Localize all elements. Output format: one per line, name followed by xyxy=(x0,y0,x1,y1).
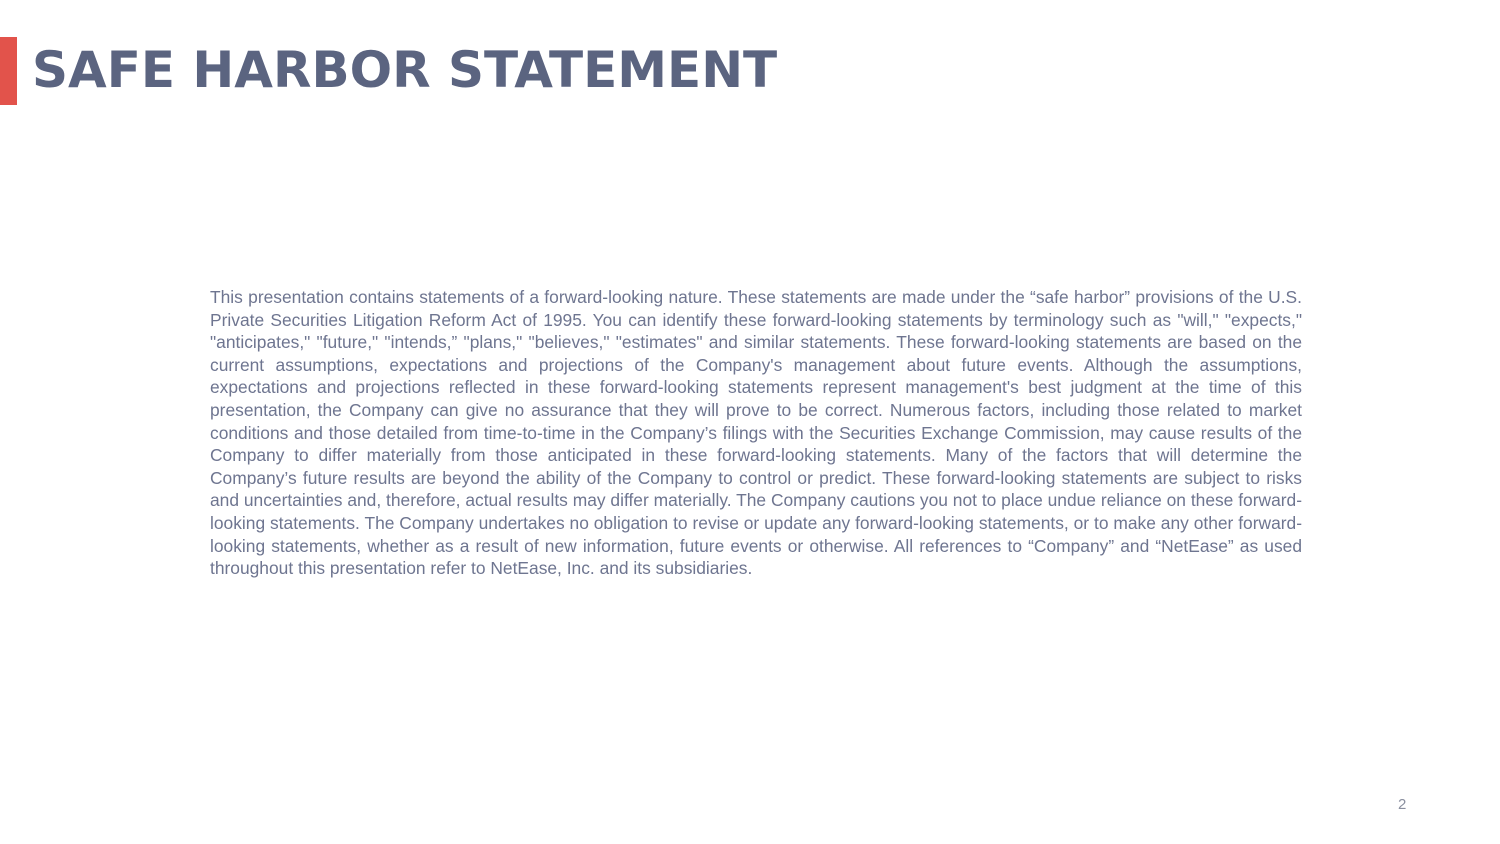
page-number: 2 xyxy=(1398,796,1407,813)
safe-harbor-body-text: This presentation contains statements of a forward-looking nature. These statements are made under the “safe harbor” provisions of the U.S. Private Securities Litigation Reform Act of 1995. You can identify these forward-looking statements by terminology such as "will," "expects," "anticipates," "future," "intends,” "plans," "believes," "estimates" and similar statements. These forward-looking statements are based on the current assumptions, expectations and projections of the Company's management about future events. Although the assumptions, expectations and projections reflected in these forward-looking statements represent management's best judgment at the time of this presentation, the Company can give no assurance that they will prove to be correct. Numerous factors, including those related to market conditions and those detailed from time-to-time in the Company’s filings with the Securities Exchange Commission, may cause results of the Company to differ materially from those anticipated in these forward-looking statements. Many of the factors that will determine the Company’s future results are beyond the ability of the Company to control or predict. These forward-looking statements are subject to risks and uncertainties and, therefore, actual results may differ materially. The Company cautions you not to place undue reliance on these forward-looking statements. The Company undertakes no obligation to revise or update any forward-looking statements, or to make any other forward-looking statements, whether as a result of new information, future events or otherwise. All references to “Company” and “NetEase” as used throughout this presentation refer to NetEase, Inc. and its subsidiaries. xyxy=(210,287,1302,579)
page-title: SAFE HARBOR STATEMENT xyxy=(32,41,778,99)
title-accent-bar xyxy=(0,37,17,105)
